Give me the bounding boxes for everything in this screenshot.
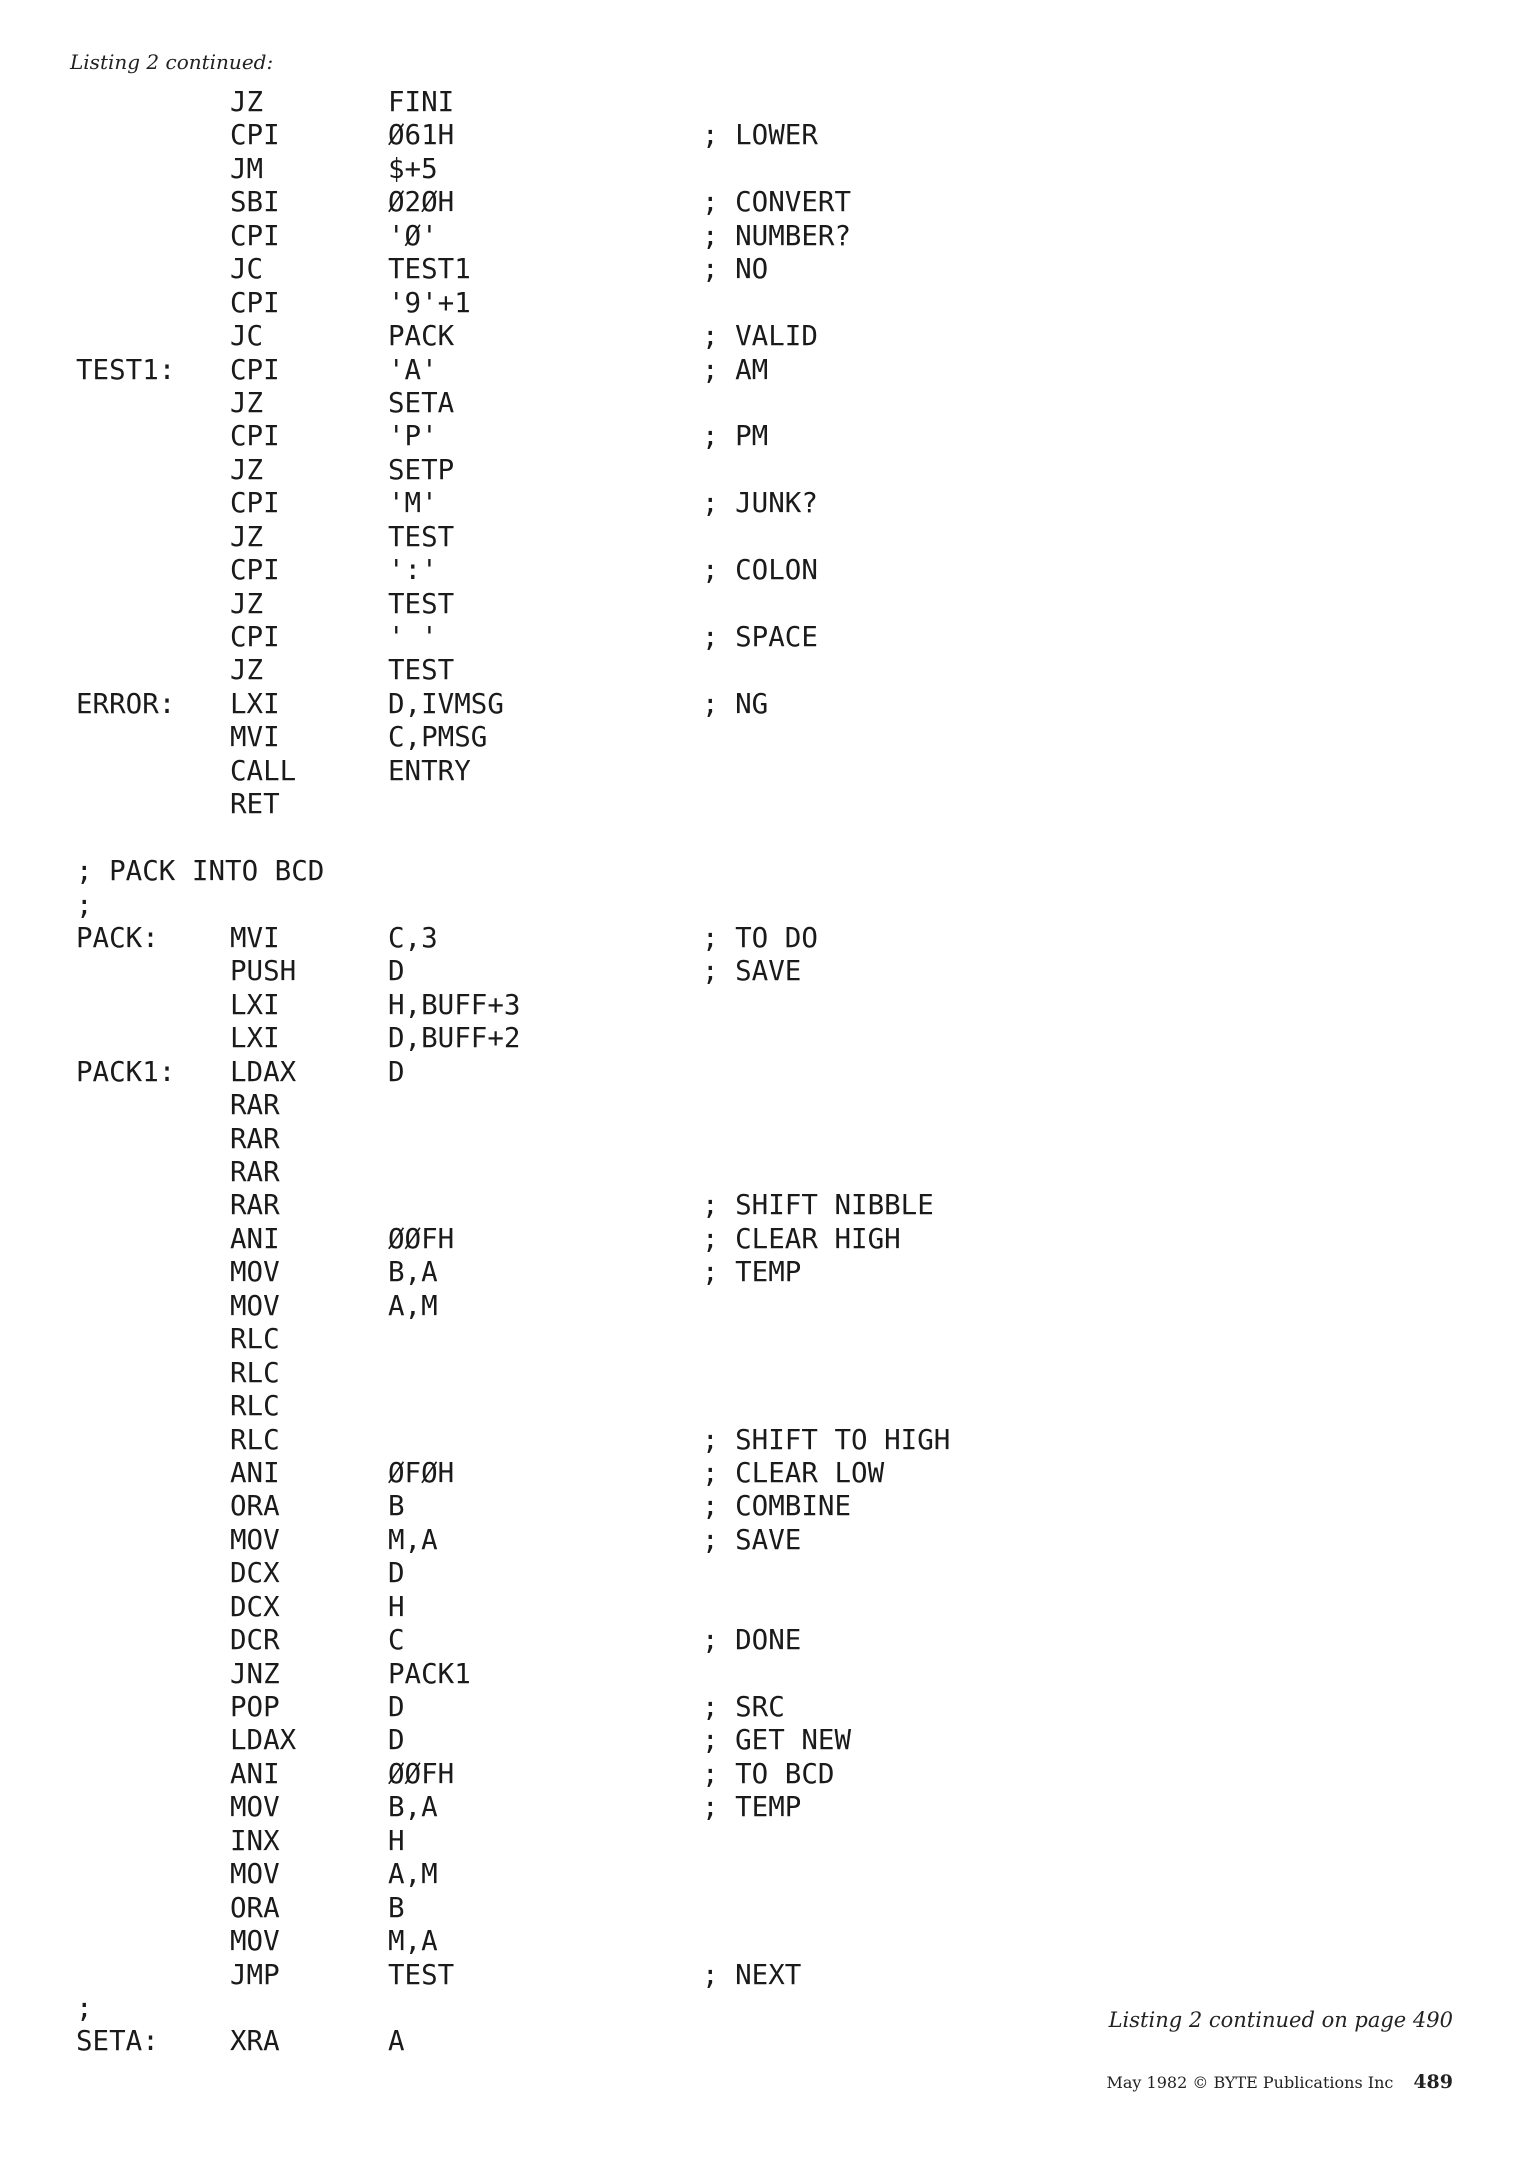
line-comment: ; SHIFT TO HIGH — [702, 1423, 951, 1456]
line-comment: ; CONVERT — [702, 186, 852, 219]
operand: TEST — [388, 1958, 455, 1991]
line-comment: ; CLEAR LOW — [702, 1456, 885, 1489]
line-comment: ; DONE — [702, 1624, 802, 1657]
opcode: CPI — [230, 621, 280, 653]
opcode: MOV — [230, 1523, 280, 1556]
operand: '9'+1 — [388, 286, 471, 319]
line-comment: ; TO DO — [702, 921, 818, 954]
operand: SETP — [388, 453, 455, 486]
operand: D,IVMSG — [388, 687, 504, 720]
operand: D — [388, 955, 405, 988]
opcode: CPI — [230, 219, 280, 252]
page-number: 489 — [1413, 2071, 1453, 2093]
opcode: MOV — [230, 1858, 280, 1891]
line-comment: ; GET NEW — [702, 1724, 852, 1757]
opcode: MOV — [230, 1791, 280, 1824]
opcode: JZ — [230, 453, 264, 486]
line-comment: ; TEMP — [702, 1256, 802, 1289]
opcode: LXI — [230, 988, 280, 1021]
operand: D — [388, 1691, 405, 1723]
operand: FINI — [388, 86, 455, 118]
operand: ':' — [388, 554, 438, 587]
line-comment: ; COMBINE — [702, 1490, 852, 1523]
opcode: CPI — [230, 487, 280, 520]
opcode: RLC — [230, 1390, 280, 1423]
opcode: JZ — [230, 386, 264, 419]
opcode: ORA — [230, 1891, 280, 1924]
opcode: RAR — [230, 1156, 280, 1188]
opcode: CPI — [230, 420, 280, 453]
operand: ØØFH — [388, 1757, 455, 1790]
line-label: ERROR: — [76, 687, 176, 720]
opcode: JZ — [230, 520, 264, 553]
opcode: JZ — [230, 654, 264, 687]
opcode: JM — [230, 152, 264, 185]
operand: A,M — [388, 1858, 438, 1891]
opcode: MOV — [230, 1256, 280, 1289]
opcode: CALL — [230, 754, 297, 787]
opcode: MVI — [230, 721, 280, 754]
operand: TEST — [388, 520, 455, 553]
operand: ' ' — [388, 621, 438, 653]
operand: H,BUFF+3 — [388, 988, 521, 1021]
opcode: CPI — [230, 554, 280, 587]
line-label: TEST1: — [76, 353, 176, 386]
opcode: ORA — [230, 1490, 280, 1523]
opcode: ANI — [230, 1222, 280, 1255]
opcode: CPI — [230, 286, 280, 319]
line-comment: ; AM — [702, 353, 769, 386]
operand: H — [388, 1590, 405, 1623]
line-comment: ; TO BCD — [702, 1757, 835, 1790]
opcode: DCX — [230, 1557, 280, 1590]
line-comment: ; NG — [702, 687, 769, 720]
line-comment: ; LOWER — [702, 119, 818, 152]
opcode: RET — [230, 788, 280, 821]
continued-note: Listing 2 continued on page 490 — [1108, 2008, 1453, 2032]
operand: TEST — [388, 587, 455, 620]
operand: Ø2ØH — [388, 186, 455, 219]
opcode: MOV — [230, 1289, 280, 1322]
operand: 'A' — [388, 353, 438, 386]
operand: A,M — [388, 1289, 438, 1322]
line-comment: ; NEXT — [702, 1958, 802, 1991]
opcode: CPI — [230, 353, 280, 386]
line-comment: ; SHIFT NIBBLE — [702, 1189, 934, 1222]
operand: C,3 — [388, 921, 438, 954]
opcode: JZ — [230, 86, 264, 118]
comment-line: ; — [76, 1991, 93, 2024]
opcode: CPI — [230, 119, 280, 152]
operand: TEST1 — [388, 253, 471, 286]
operand: ENTRY — [388, 754, 471, 787]
operand: D,BUFF+2 — [388, 1022, 521, 1055]
line-comment: ; SRC — [702, 1691, 785, 1723]
operand: B,A — [388, 1256, 438, 1289]
operand: PACK — [388, 320, 455, 353]
opcode: JZ — [230, 587, 264, 620]
publication-credit: May 1982 © BYTE Publications Inc — [1106, 2073, 1394, 2092]
operand: B — [388, 1490, 405, 1523]
operand: B,A — [388, 1791, 438, 1824]
line-comment: ; JUNK? — [702, 487, 818, 520]
line-comment: ; PM — [702, 420, 769, 453]
operand: $+5 — [388, 152, 438, 185]
opcode: JC — [230, 320, 264, 353]
opcode: JMP — [230, 1958, 280, 1991]
operand: M,A — [388, 1523, 438, 1556]
operand: D — [388, 1724, 405, 1757]
opcode: JC — [230, 253, 264, 286]
line-comment: ; SAVE — [702, 955, 802, 988]
opcode: LXI — [230, 1022, 280, 1055]
operand: 'P' — [388, 420, 438, 453]
page-footer — [1107, 2071, 1454, 2093]
opcode: DCR — [230, 1624, 280, 1657]
operand: H — [388, 1824, 405, 1857]
opcode: RLC — [230, 1423, 280, 1456]
operand: PACK1 — [388, 1657, 471, 1690]
opcode: DCX — [230, 1590, 280, 1623]
opcode: SBI — [230, 186, 280, 219]
comment-line: ; PACK INTO BCD — [76, 855, 325, 888]
line-comment: ; COLON — [702, 554, 818, 587]
line-comment: ; SAVE — [702, 1523, 802, 1556]
line-comment: ; SPACE — [702, 621, 818, 653]
line-comment: ; TEMP — [702, 1791, 802, 1824]
operand: 'Ø' — [388, 219, 438, 252]
line-label: SETA: — [76, 2025, 159, 2058]
opcode: RLC — [230, 1356, 280, 1389]
line-comment: ; VALID — [702, 320, 818, 353]
line-comment: ; CLEAR HIGH — [702, 1222, 901, 1255]
operand: D — [388, 1055, 405, 1088]
opcode: ANI — [230, 1757, 280, 1790]
opcode: LXI — [230, 687, 280, 720]
operand: C,PMSG — [388, 721, 488, 754]
opcode: POP — [230, 1691, 280, 1723]
operand: 'M' — [388, 487, 438, 520]
line-label: PACK1: — [76, 1055, 176, 1088]
opcode: JNZ — [230, 1657, 280, 1690]
operand: B — [388, 1891, 405, 1924]
opcode: RAR — [230, 1122, 280, 1155]
line-comment: ; NO — [702, 253, 769, 286]
line-label: PACK: — [76, 921, 159, 954]
listing-caption: Listing 2 continued: — [70, 50, 274, 74]
operand: A — [388, 2025, 405, 2058]
opcode: RLC — [230, 1323, 280, 1356]
operand: D — [388, 1557, 405, 1590]
operand: Ø61H — [388, 119, 455, 152]
opcode: RAR — [230, 1189, 280, 1222]
operand: SETA — [388, 386, 455, 419]
opcode: LDAX — [230, 1055, 297, 1088]
opcode: LDAX — [230, 1724, 297, 1757]
opcode: MOV — [230, 1925, 280, 1958]
opcode: XRA — [230, 2025, 280, 2058]
operand: ØFØH — [388, 1456, 455, 1489]
opcode: INX — [230, 1824, 280, 1857]
opcode: PUSH — [230, 955, 297, 988]
operand: M,A — [388, 1925, 438, 1958]
comment-line: ; — [76, 888, 93, 921]
operand: ØØFH — [388, 1222, 455, 1255]
line-comment: ; NUMBER? — [702, 219, 852, 252]
opcode: MVI — [230, 921, 280, 954]
operand: C — [388, 1624, 405, 1657]
opcode: RAR — [230, 1089, 280, 1122]
opcode: ANI — [230, 1456, 280, 1489]
operand: TEST — [388, 654, 455, 687]
